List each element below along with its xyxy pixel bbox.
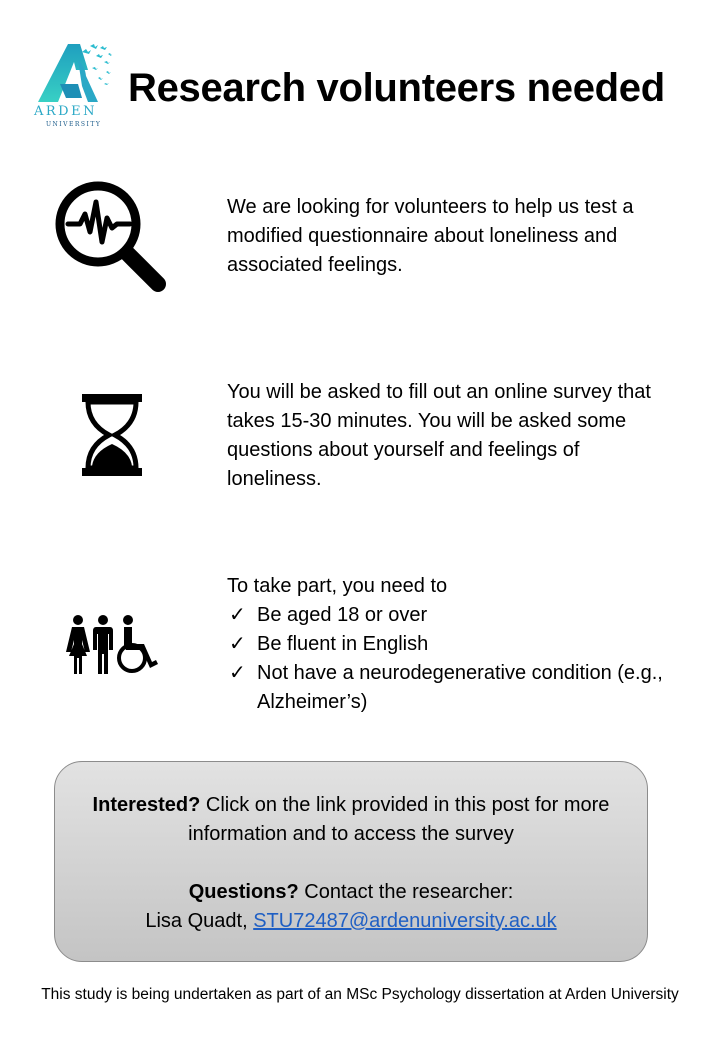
page-title: Research volunteers needed <box>128 66 665 110</box>
contact-box <box>54 761 648 962</box>
requirement-text: Be fluent in English <box>257 633 429 655</box>
intro-paragraph: We are looking for volunteers to help us test a modified questionnaire about loneliness and associated feelings. <box>227 196 634 276</box>
interested-text: Click on the link provided in this post for more information and to access the survey <box>188 794 610 845</box>
questions-line <box>55 878 647 907</box>
footer-note: This study is being undertaken as part of an MSc Psychology dissertation at Arden University <box>41 986 679 1003</box>
interested-label: Interested? <box>92 794 201 816</box>
questions-label: Questions? <box>188 881 299 903</box>
list-item <box>227 659 677 717</box>
requirement-text: Not have a neurodegenerative condition (e.g., Alzheimer’s) <box>257 662 663 713</box>
logo-name: ARDEN <box>34 104 97 119</box>
hourglass-icon <box>82 394 142 481</box>
magnifier-heartbeat-icon <box>54 180 170 301</box>
list-item <box>227 630 677 659</box>
email-link[interactable]: STU72487@ardenuniversity.ac.uk <box>253 910 557 932</box>
researcher-line <box>55 907 647 936</box>
logo-subtitle: UNIVERSITY <box>46 121 102 128</box>
requirements-intro: To take part, you need to <box>227 575 448 597</box>
interested-line <box>55 791 647 849</box>
researcher-name: Lisa Quadt, <box>145 910 254 932</box>
requirements-list <box>227 601 677 717</box>
checkmark-icon: ✓ <box>229 604 246 626</box>
checkmark-icon: ✓ <box>229 633 246 655</box>
checkmark-icon: ✓ <box>229 662 246 684</box>
arden-university-logo <box>30 40 112 128</box>
questions-text: Contact the researcher: <box>298 881 514 903</box>
survey-paragraph: You will be asked to fill out an online survey that takes 15-30 minutes. You will be asked some questions about yourself and feelings of loneliness. <box>227 381 651 490</box>
list-item <box>227 601 677 630</box>
requirement-text: Be aged 18 or over <box>257 604 428 626</box>
people-accessibility-icon <box>66 614 162 681</box>
